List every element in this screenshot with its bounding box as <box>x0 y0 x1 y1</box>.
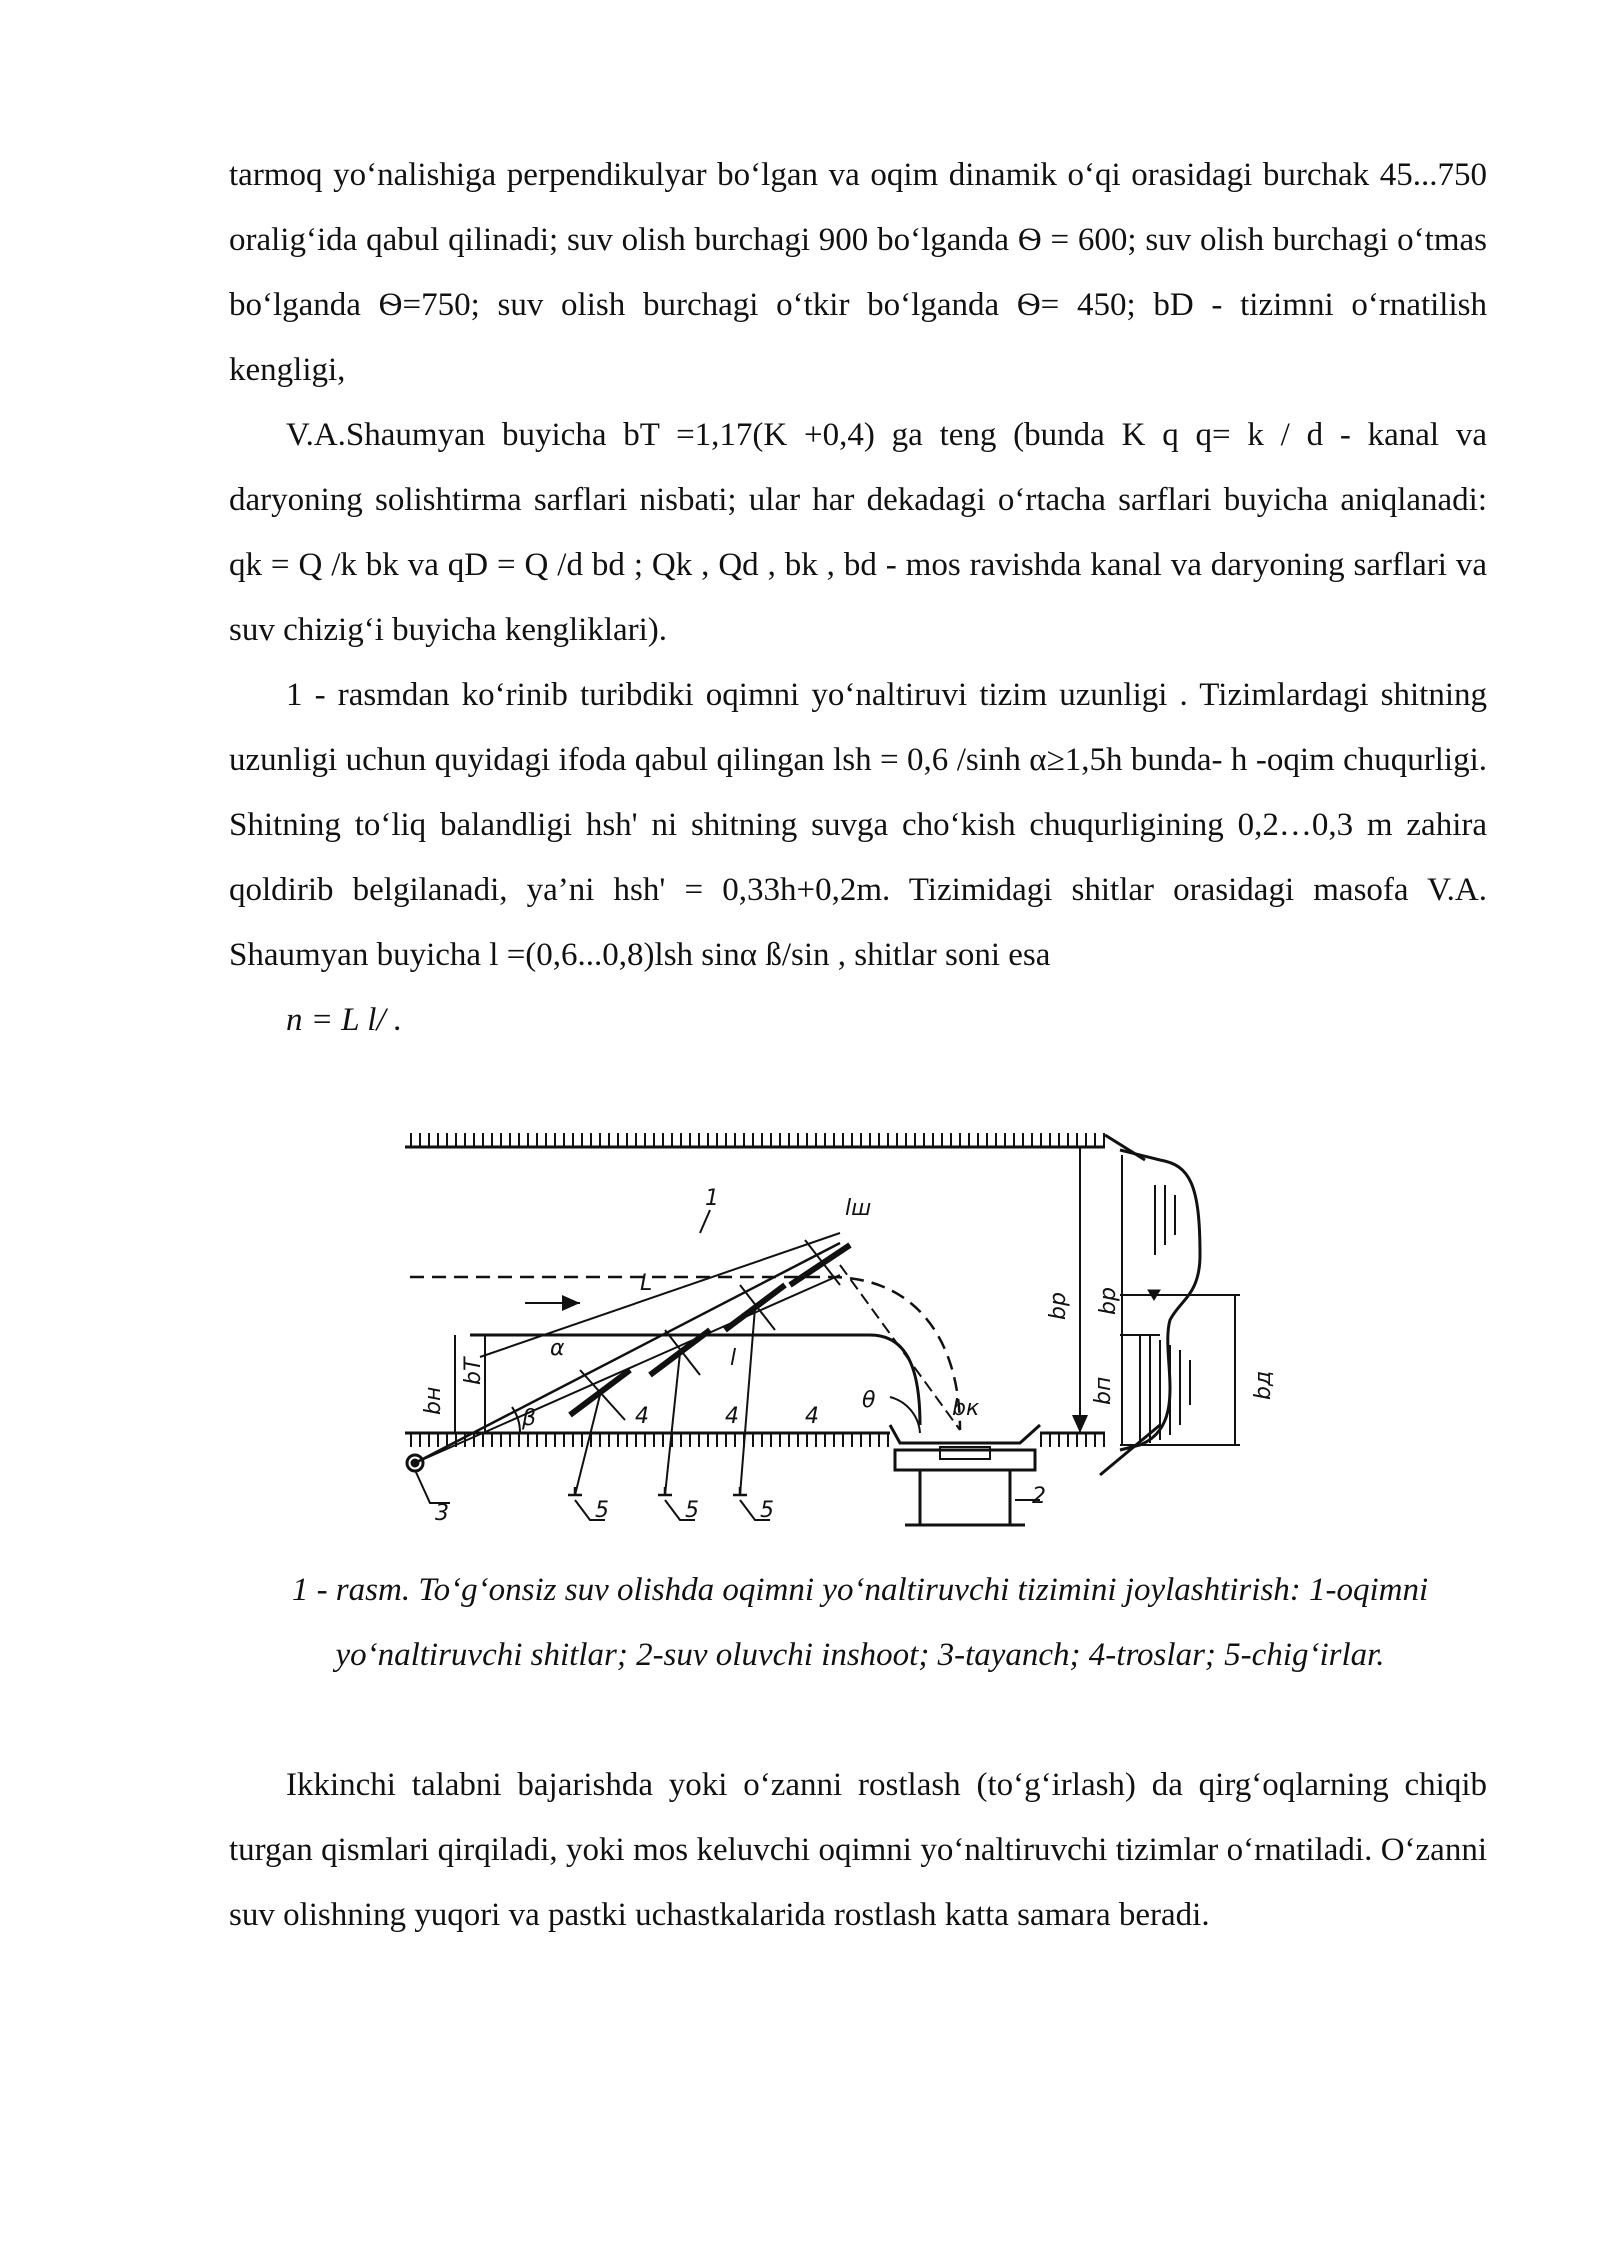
label-bT: bТ <box>461 1357 486 1385</box>
label-bH: bн <box>421 1386 446 1415</box>
paragraph-4: Ikkinchi talabni bajarishda yoki o‘zanni rostlash (to‘g‘irlash) da qirg‘oqlarning chiqib turgan qismlari qirqiladi, yoki mos keluvchi oqimni yo‘naltiruvchi tizimlar o‘rnatiladi. O‘zanni suv olishning yuqori va pastki uchastkalarida rostlash katta samara beradi. <box>229 1767 1487 1933</box>
shields <box>570 1245 850 1415</box>
label-5b: 5 <box>685 1498 699 1523</box>
label-beta: β <box>522 1406 537 1431</box>
intake-structure <box>890 1425 1040 1525</box>
figure-flow-guiding-system <box>400 1125 1310 1545</box>
label-bn: bп <box>1091 1376 1116 1405</box>
label-bp: bр <box>1046 1292 1071 1320</box>
label-L: L <box>640 1271 653 1296</box>
paragraph-2: V.A.Shaumyan buyicha bT =1,17(K +0,4) ga teng (bunda K q q= k / d - kanal va daryoning solishtirma sarflari nisbati; ular har dekadagi o‘rtacha sarflari buyicha aniqlanadi: qk = Q /k bk va qD = Q /d bd ; Qk , Qd , bk , bd - mos ravishda kanal va daryoning sarflari va suv chizig‘i buyicha kengliklari). <box>229 417 1487 648</box>
label-theta: θ <box>862 1388 876 1413</box>
lower-text <box>229 1753 1487 1948</box>
label-lsh: lш <box>845 1196 872 1221</box>
guide-line-upper <box>480 1233 840 1357</box>
label-bk: bк <box>952 1396 980 1421</box>
label-5c: 5 <box>760 1498 774 1523</box>
label-alpha: α <box>550 1336 565 1361</box>
label-bg: bд <box>1251 1370 1276 1400</box>
figure-caption: 1 - rasm. To‘g‘onsiz suv olishda oqimni yo‘naltiruvchi tizimini joylashtirish: 1-oqimni yo‘naltiruvchi shitlar; 2-suv oluvchi inshoot; 3-tayanch; 4-troslar; 5-chig‘irlar. <box>291 1572 1429 1673</box>
upper-text <box>229 143 1487 1053</box>
label-5a: 5 <box>595 1498 609 1523</box>
paragraph-3: 1 - rasmdan ko‘rinib turibdiki oqimni yo‘naltiruvi tizim uzunligi . Tizimlardagi shitning uzunligi uchun quyidagi ifoda qabul qilingan lsh = 0,6 /sinh α≥1,5h bunda- h -oqim chuqurligi. Shitning to‘liq balandligi hsh' ni shitning suvga cho‘kish chuqurligining 0,2…0,3 m zahira qoldirib belgilanadi, ya’ni hsh' = 0,33h+0,2m. Tizimidagi shitlar orasidagi masofa V.A. Shaumyan buyicha l =(0,6...0,8)lsh sinα ß/sin , shitlar soni esa <box>229 677 1487 973</box>
canal-entry-curve <box>470 1335 920 1425</box>
label-3: 3 <box>435 1501 449 1526</box>
label-4a: 4 <box>635 1404 649 1429</box>
top-bank-hatch <box>405 1133 1105 1147</box>
label-4c: 4 <box>805 1404 819 1429</box>
paragraph-1: tarmoq yo‘nalishiga perpendikulyar bo‘lgan va oqim dinamik o‘qi orasidagi burchak 45...750 oralig‘ida qabul qilinadi; suv olish burchagi 900 bo‘lganda Ѳ = 600; suv olish burchagi o‘tmas bo‘lganda Ѳ=750; suv olish burchagi o‘tkir bo‘lganda Ѳ= 450; bD - tizimni o‘rnatilish kengligi, <box>229 157 1487 388</box>
label-l: l <box>730 1346 737 1371</box>
label-2: 2 <box>1032 1484 1046 1509</box>
label-4b: 4 <box>725 1404 739 1429</box>
formula-n: n = L l/ . <box>286 1002 403 1038</box>
winches <box>568 1487 747 1495</box>
label-bp-section: bр <box>1096 1287 1121 1315</box>
label-1: 1 <box>705 1186 719 1211</box>
bottom-bank-hatch-right <box>1040 1433 1105 1447</box>
